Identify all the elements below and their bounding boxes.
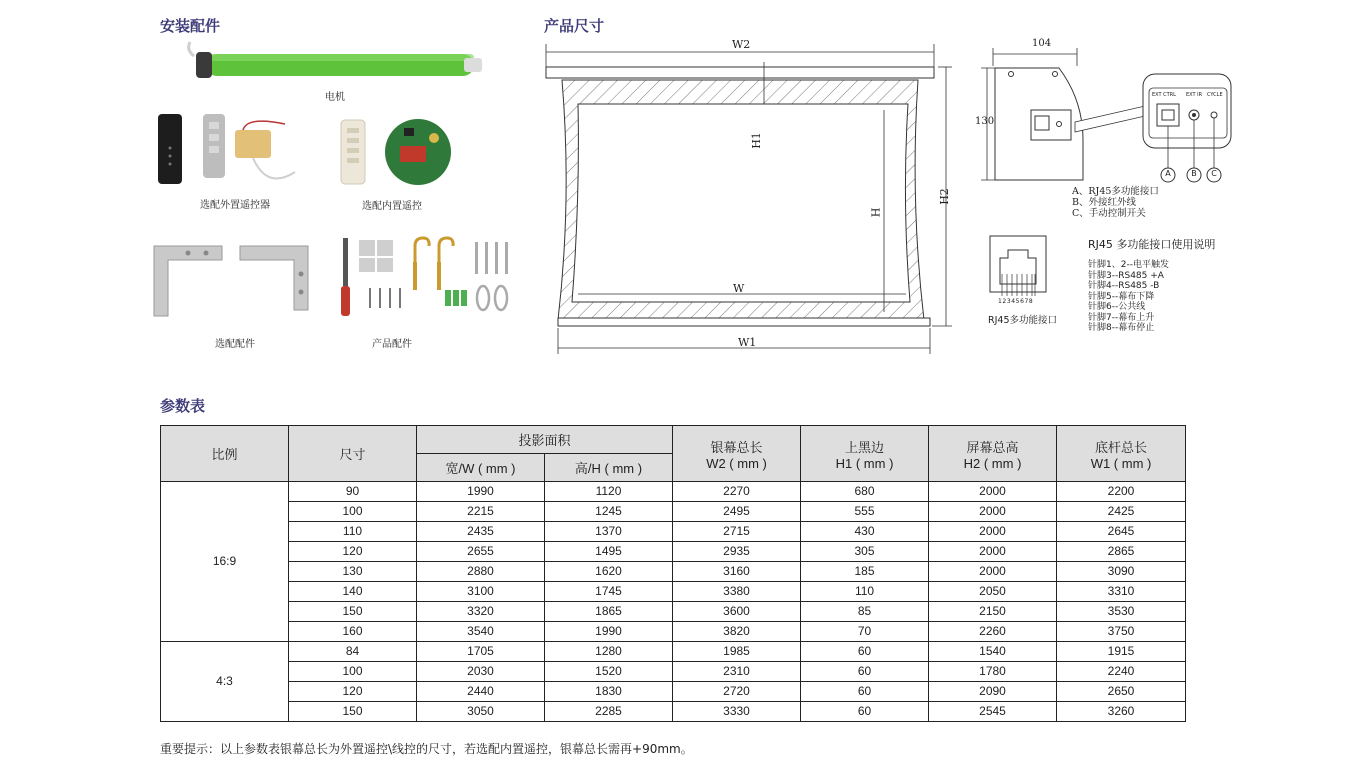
table-cell: 2425 <box>1057 502 1186 522</box>
w1-label: W1 <box>738 336 757 349</box>
table-row <box>161 502 1186 522</box>
table-cell: 1985 <box>673 642 801 662</box>
rj45-pin-list <box>1088 260 1169 334</box>
table-cell: 1745 <box>545 582 673 602</box>
params-title: 参数表 <box>160 397 206 415</box>
header-h2-line2: H2 ( mm ) <box>963 455 1022 471</box>
h-label: H <box>869 207 883 218</box>
table-cell: 3260 <box>1057 702 1186 722</box>
table-cell: 2495 <box>673 502 801 522</box>
ext-ir-label: EXT IR <box>1186 92 1203 98</box>
important-note: 重要提示：以上参数表银幕总长为外置遥控\线控的尺寸，若选配内置遥控，银幕总长需再+90mm。 <box>160 742 693 756</box>
external-remote-image <box>155 110 305 190</box>
table-cell: 1705 <box>417 642 545 662</box>
table-cell: 3100 <box>417 582 545 602</box>
header-w1-line1: 底杆总长 <box>1095 439 1148 455</box>
table-cell: 150 <box>289 702 417 722</box>
rj45-pin-4: 针脚4--RS485 -B <box>1088 281 1160 291</box>
table-cell: 1780 <box>929 662 1057 682</box>
table-cell: 130 <box>289 562 417 582</box>
table-cell: 2200 <box>1057 482 1186 502</box>
rj45-pin-8: 针脚8--幕布停止 <box>1088 323 1155 333</box>
table-cell: 2030 <box>417 662 545 682</box>
header-w2 <box>673 426 801 482</box>
rj45-pin-numbers: 12345678 <box>998 298 1034 305</box>
table-cell: 3600 <box>673 602 801 622</box>
header-w2-line1: 银幕总长 <box>710 439 763 455</box>
table-cell: 1990 <box>417 482 545 502</box>
table-cell: 555 <box>801 502 929 522</box>
header-w1 <box>1057 426 1186 482</box>
table-cell: 2000 <box>929 502 1057 522</box>
table-cell: 160 <box>289 622 417 642</box>
table-cell: 84 <box>289 642 417 662</box>
table-cell: 60 <box>801 662 929 682</box>
header-height: 高/H ( mm ) <box>545 454 673 482</box>
table-cell: 1830 <box>545 682 673 702</box>
table-cell: 2240 <box>1057 662 1186 682</box>
rj45-pin-5: 针脚5--幕布下降 <box>1088 291 1155 302</box>
motor-caption: 电机 <box>325 92 345 103</box>
table-cell: 2880 <box>417 562 545 582</box>
table-cell: 2150 <box>929 602 1057 622</box>
header-h1-line1: 上黑边 <box>845 439 885 455</box>
table-row <box>161 622 1186 642</box>
table-cell: 2000 <box>929 522 1057 542</box>
table-cell: 3160 <box>673 562 801 582</box>
external-remote-caption: 选配外置遥控器 <box>200 200 270 211</box>
table-cell: 1915 <box>1057 642 1186 662</box>
rj45-pin-1: 针脚1、2--电平触发 <box>1088 260 1169 270</box>
table-cell: 3380 <box>673 582 801 602</box>
header-width: 宽/W ( mm ) <box>417 454 545 482</box>
side-box-drawing <box>975 40 1235 190</box>
table-cell: 1120 <box>545 482 673 502</box>
table-cell: 1520 <box>545 662 673 682</box>
table-cell: 100 <box>289 662 417 682</box>
table-cell: 2270 <box>673 482 801 502</box>
table-cell: 2050 <box>929 582 1057 602</box>
table-cell: 1495 <box>545 542 673 562</box>
w2-label: W2 <box>732 38 751 51</box>
header-ratio: 比例 <box>161 426 289 482</box>
table-cell: 2285 <box>545 702 673 722</box>
box-height-label: 130 <box>975 116 995 127</box>
table-cell: 2545 <box>929 702 1057 722</box>
table-cell: 305 <box>801 542 929 562</box>
table-cell: 70 <box>801 622 929 642</box>
table-cell: 3820 <box>673 622 801 642</box>
table-cell: 430 <box>801 522 929 542</box>
table-cell: 3320 <box>417 602 545 622</box>
table-cell: 2715 <box>673 522 801 542</box>
table-cell: 1280 <box>545 642 673 662</box>
ext-ctrl-label: EXT CTRL <box>1152 92 1176 98</box>
table-cell: 140 <box>289 582 417 602</box>
optional-parts-image <box>150 238 320 328</box>
header-size: 尺寸 <box>289 426 417 482</box>
table-cell: 3330 <box>673 702 801 722</box>
table-cell: 85 <box>801 602 929 622</box>
rj45-caption: RJ45多功能接口 <box>988 315 1057 326</box>
cycle-label: CYCLE <box>1207 92 1223 98</box>
header-w1-line2: W1 ( mm ) <box>1090 455 1152 471</box>
table-cell: 110 <box>289 522 417 542</box>
marker-a: A <box>1165 169 1171 178</box>
table-row <box>161 522 1186 542</box>
table-cell: 3090 <box>1057 562 1186 582</box>
table-cell: 110 <box>801 582 929 602</box>
table-cell: 120 <box>289 542 417 562</box>
rj45-pin-7: 针脚7--幕布上升 <box>1088 312 1155 323</box>
table-cell: 1370 <box>545 522 673 542</box>
table-row <box>161 642 1186 662</box>
table-cell: 2215 <box>417 502 545 522</box>
table-cell: 1865 <box>545 602 673 622</box>
motor-image <box>180 38 490 90</box>
table-cell: 3310 <box>1057 582 1186 602</box>
header-projection-area: 投影面积 <box>417 426 673 454</box>
table-cell: 2440 <box>417 682 545 702</box>
table-cell: 60 <box>801 642 929 662</box>
table-cell: 2260 <box>929 622 1057 642</box>
table-cell: 2000 <box>929 542 1057 562</box>
header-h2-line1: 屏幕总高 <box>966 439 1019 455</box>
table-cell: 90 <box>289 482 417 502</box>
table-cell: 1540 <box>929 642 1057 662</box>
ratio-cell: 16:9 <box>161 482 289 642</box>
table-cell: 3750 <box>1057 622 1186 642</box>
table-row <box>161 482 1186 502</box>
product-parts-caption: 产品配件 <box>372 339 412 350</box>
table-cell: 3050 <box>417 702 545 722</box>
marker-c: C <box>1211 169 1217 178</box>
internal-remote-image <box>338 112 458 192</box>
table-cell: 3530 <box>1057 602 1186 622</box>
rj45-title: RJ45 多功能接口使用说明 <box>1088 238 1216 251</box>
table-cell: 1620 <box>545 562 673 582</box>
optional-parts-caption: 选配配件 <box>215 339 255 350</box>
table-cell: 1990 <box>545 622 673 642</box>
table-cell: 120 <box>289 682 417 702</box>
table-cell: 1245 <box>545 502 673 522</box>
table-cell: 2935 <box>673 542 801 562</box>
screen-dimension-drawing <box>540 30 960 360</box>
table-cell: 2000 <box>929 562 1057 582</box>
header-h1-line2: H1 ( mm ) <box>835 455 894 471</box>
box-width-label: 104 <box>1032 38 1052 49</box>
header-h2 <box>929 426 1057 482</box>
rj45-pin-6: 针脚6--公共线 <box>1088 302 1146 312</box>
table-cell: 150 <box>289 602 417 622</box>
h2-label: H2 <box>937 188 951 205</box>
table-cell: 2720 <box>673 682 801 702</box>
table-cell: 185 <box>801 562 929 582</box>
ratio-cell: 4:3 <box>161 642 289 722</box>
table-cell: 2435 <box>417 522 545 542</box>
table-row <box>161 702 1186 722</box>
rj45-pin-3: 针脚3--RS485 +A <box>1088 270 1164 281</box>
table-row <box>161 582 1186 602</box>
internal-remote-caption: 选配内置遥控 <box>362 201 422 212</box>
parameter-table <box>160 425 1186 722</box>
table-cell: 680 <box>801 482 929 502</box>
port-legend-a: A、RJ45多功能接口 <box>1072 186 1159 197</box>
table-row <box>161 602 1186 622</box>
header-h1 <box>801 426 929 482</box>
accessories-title: 安装配件 <box>160 17 221 35</box>
product-parts-image <box>335 232 525 322</box>
table-cell: 2645 <box>1057 522 1186 542</box>
h1-label: H1 <box>749 132 763 149</box>
marker-b: B <box>1191 169 1197 178</box>
table-row <box>161 662 1186 682</box>
table-cell: 60 <box>801 682 929 702</box>
table-cell: 2650 <box>1057 682 1186 702</box>
table-cell: 2655 <box>417 542 545 562</box>
table-cell: 60 <box>801 702 929 722</box>
table-cell: 3540 <box>417 622 545 642</box>
table-cell: 2000 <box>929 482 1057 502</box>
header-w2-line2: W2 ( mm ) <box>706 455 767 471</box>
table-cell: 2310 <box>673 662 801 682</box>
table-cell: 2090 <box>929 682 1057 702</box>
parameter-table-body <box>161 482 1186 722</box>
table-row <box>161 562 1186 582</box>
size-title: 产品尺寸 <box>544 17 605 35</box>
table-cell: 2865 <box>1057 542 1186 562</box>
table-cell: 100 <box>289 502 417 522</box>
table-row <box>161 682 1186 702</box>
port-legend-b: B、外接红外线 <box>1072 197 1136 208</box>
port-legend <box>1072 186 1159 219</box>
port-legend-c: C、手动控制开关 <box>1072 208 1146 219</box>
w-label: W <box>733 282 745 295</box>
table-row <box>161 542 1186 562</box>
